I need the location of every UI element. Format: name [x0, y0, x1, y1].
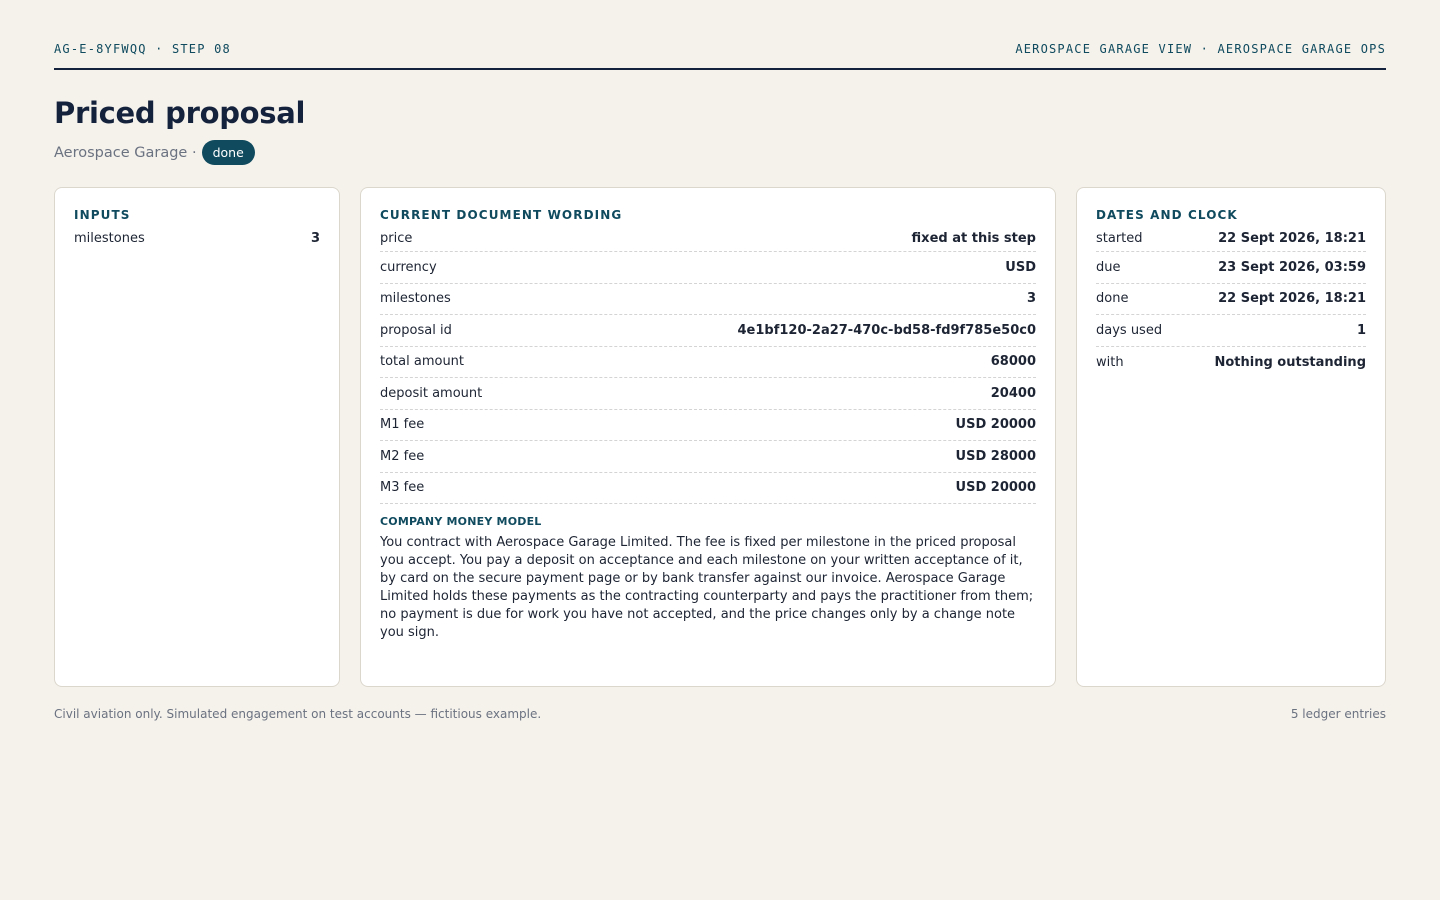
proposal-id-value: 4e1bf120-2a27-470c-bd58-fd9f785e50c0 — [737, 322, 1036, 338]
top-bar — [54, 40, 1386, 70]
org-name: Aerospace Garage · — [54, 144, 197, 161]
dates-row — [1096, 252, 1366, 284]
wording-row-label: deposit amount — [380, 385, 483, 401]
status-badge: done — [202, 140, 255, 165]
dates-row — [1096, 315, 1366, 347]
wording-row — [380, 410, 1036, 442]
money-model-text: You contract with Aerospace Garage Limited. The fee is fixed per milestone in the priced proposal you accept. You pay a deposit on acceptance and each milestone on your written acceptance of it, by card on the secure payment page or by bank transfer against our invoice. Aerospace Garage Limited holds these payments as the contracting counterparty and pays the practitioner from them; no payment is due for work you have not accepted, and the price changes only by a change note you sign. — [380, 535, 1034, 640]
wording-row-label: M2 fee — [380, 448, 425, 464]
dates-row — [1096, 284, 1366, 316]
inputs-heading: INPUTS — [74, 208, 131, 222]
dates-row — [1096, 347, 1366, 379]
wording-row-label: M1 fee — [380, 417, 425, 433]
wording-row-value: fixed at this step — [911, 231, 1036, 246]
page-subtitle — [54, 140, 255, 165]
view-context-label: AEROSPACE GARAGE VIEW · AEROSPACE GARAGE OPS — [1015, 42, 1386, 56]
case-step-label: AG-E-8YFWQQ · STEP 08 — [54, 42, 231, 56]
inputs-card — [54, 187, 340, 687]
dates-row-label: started — [1096, 231, 1143, 246]
page-title: Priced proposal — [54, 96, 306, 130]
wording-row — [380, 441, 1036, 473]
wording-row-label: M3 fee — [380, 480, 425, 496]
dates-heading: DATES AND CLOCK — [1096, 208, 1238, 222]
wording-row-value: USD 20000 — [955, 480, 1036, 496]
wording-row — [380, 473, 1036, 505]
wording-row — [380, 315, 1036, 347]
inputs-row-label: milestones — [74, 231, 145, 246]
dates-row-value: Nothing outstanding — [1214, 354, 1366, 370]
dates-row — [1096, 231, 1366, 252]
wording-row-label: price — [380, 231, 413, 246]
dates-row-label: with — [1096, 354, 1124, 370]
wording-row-value: 20400 — [990, 385, 1036, 401]
wording-row-label: proposal id — [380, 322, 452, 338]
footer-disclaimer: Civil aviation only. Simulated engagement on test accounts — fictitious example. — [54, 707, 542, 721]
wording-row — [380, 252, 1036, 284]
wording-row-value: USD 20000 — [955, 417, 1036, 433]
wording-row-value: 3 — [1026, 291, 1036, 307]
wording-row — [380, 347, 1036, 379]
ledger-entries-count: 5 ledger entries — [1290, 707, 1386, 721]
dates-row-label: days used — [1096, 322, 1163, 338]
dates-clock-card — [1076, 187, 1386, 687]
wording-row-label: currency — [380, 259, 437, 275]
wording-row-value: USD — [1005, 259, 1036, 275]
dates-row-label: done — [1096, 291, 1129, 307]
money-model-heading: COMPANY MONEY MODEL — [380, 515, 542, 528]
document-wording-card — [360, 187, 1056, 687]
dates-row-value: 23 Sept 2026, 03:59 — [1218, 259, 1366, 275]
wording-row — [380, 231, 1036, 252]
inputs-row — [74, 231, 320, 252]
wording-row — [380, 378, 1036, 410]
wording-row-label: milestones — [380, 291, 451, 307]
dates-row-label: due — [1096, 259, 1121, 275]
dates-row-value: 22 Sept 2026, 18:21 — [1218, 231, 1366, 246]
dates-row-value: 22 Sept 2026, 18:21 — [1218, 291, 1366, 307]
inputs-row-value: 3 — [310, 231, 320, 246]
wording-heading: CURRENT DOCUMENT WORDING — [380, 208, 623, 222]
wording-row-value: 68000 — [990, 354, 1036, 370]
wording-row-label: total amount — [380, 354, 465, 370]
wording-row-value: USD 28000 — [955, 448, 1036, 464]
dates-row-value: 1 — [1356, 322, 1366, 338]
wording-row — [380, 284, 1036, 316]
